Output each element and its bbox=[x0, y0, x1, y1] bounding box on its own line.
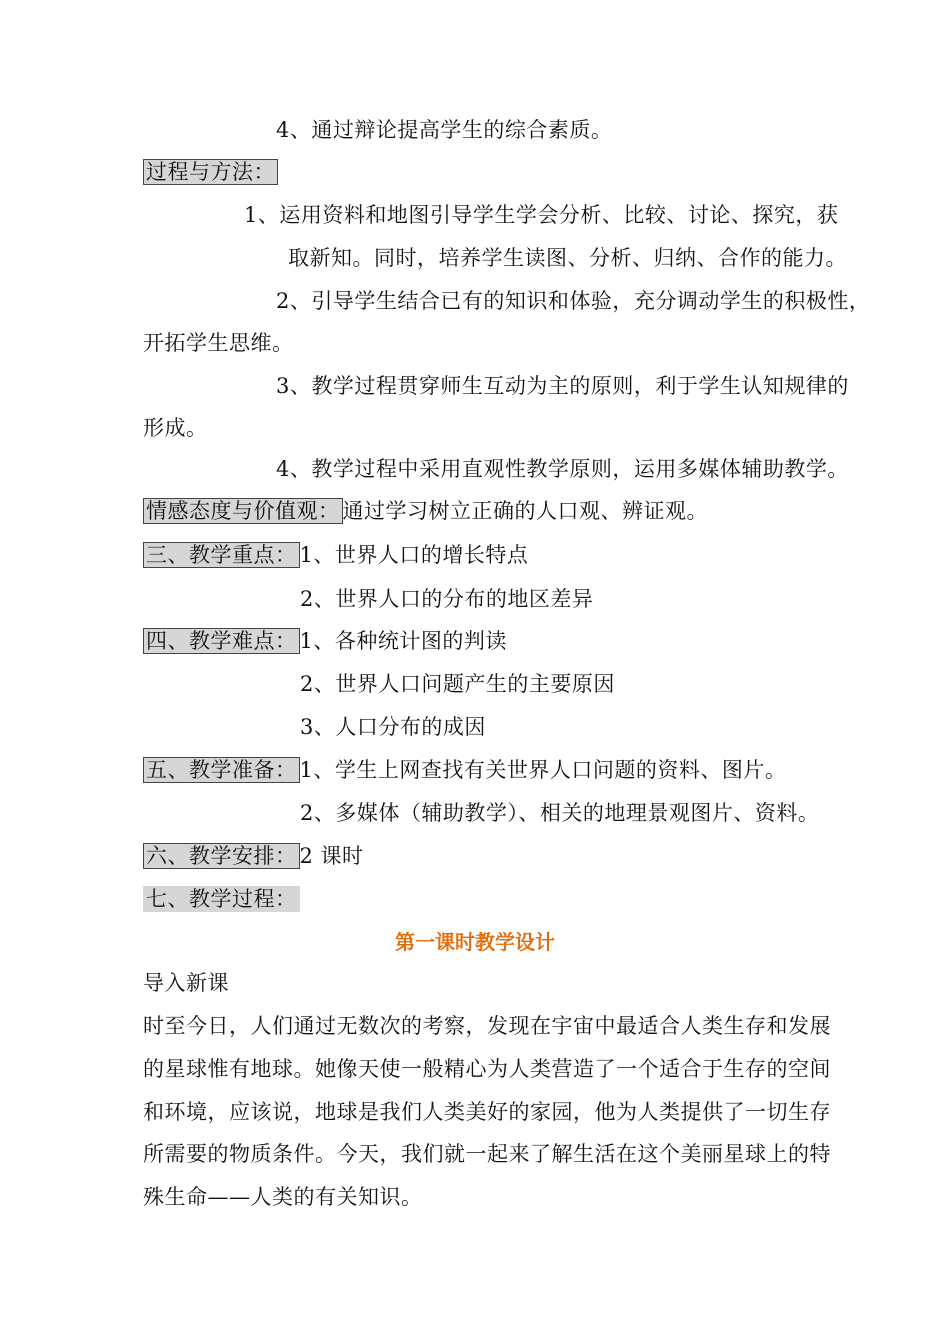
preparation-item: 2、多媒体（辅助教学）、相关的地理景观图片、资料。 bbox=[300, 801, 820, 825]
key-points-line bbox=[143, 541, 528, 569]
intro-paragraph-line: 所需要的物质条件。今天，我们就一起来了解生活在这个美丽星球上的特 bbox=[143, 1142, 831, 1166]
difficulty-item: 3、人口分布的成因 bbox=[300, 715, 486, 739]
key-point-item: 2、世界人口的分布的地区差异 bbox=[300, 587, 594, 611]
process-line bbox=[143, 885, 300, 913]
intro-paragraph-line: 殊生命——人类的有关知识。 bbox=[143, 1185, 423, 1209]
difficulties-line bbox=[143, 627, 507, 655]
emotion-line bbox=[143, 497, 708, 525]
arrangement-line bbox=[143, 842, 364, 870]
difficulty-item: 1、各种统计图的判读 bbox=[299, 629, 507, 653]
process-item-2-line-2: 开拓学生思维。 bbox=[143, 331, 294, 355]
intro-heading: 导入新课 bbox=[143, 971, 229, 995]
key-point-item: 1、世界人口的增长特点 bbox=[299, 543, 529, 567]
process-item-1-line-2: 取新知。同时，培养学生读图、分析、归纳、合作的能力。 bbox=[288, 246, 847, 270]
emotion-text: 通过学习树立正确的人口观、辨证观。 bbox=[342, 499, 708, 523]
process-item-3-line-1: 3、教学过程贯穿师生互动为主的原则，利于学生认知规律的 bbox=[276, 374, 849, 398]
arrangement-heading: 六、教学安排： bbox=[143, 843, 300, 869]
process-item-3-line-2: 形成。 bbox=[143, 416, 208, 440]
arrangement-value: 2 课时 bbox=[299, 844, 364, 868]
process-item-1-line-1: 1、运用资料和地图引导学生学会分析、比较、讨论、探究，获 bbox=[244, 203, 839, 227]
intro-paragraph-line: 时至今日，人们通过无数次的考察，发现在宇宙中最适合人类生存和发展 bbox=[143, 1014, 831, 1038]
lesson-title: 第一课时教学设计 bbox=[395, 930, 555, 954]
preparation-item: 1、学生上网查找有关世界人口问题的资料、图片。 bbox=[299, 758, 787, 782]
process-method-line bbox=[143, 158, 278, 186]
process-heading: 七、教学过程： bbox=[143, 886, 300, 912]
process-item-4: 4、教学过程中采用直观性教学原则，运用多媒体辅助教学。 bbox=[276, 457, 849, 481]
emotion-heading: 情感态度与价值观： bbox=[143, 498, 343, 524]
intro-paragraph-line: 和环境，应该说，地球是我们人类美好的家园，他为人类提供了一切生存 bbox=[143, 1100, 831, 1124]
preparation-line bbox=[143, 756, 786, 784]
preparation-heading: 五、教学准备： bbox=[143, 757, 300, 783]
process-method-heading: 过程与方法： bbox=[143, 159, 278, 185]
intro-paragraph-line: 的星球惟有地球。她像天使一般精心为人类营造了一个适合于生存的空间 bbox=[143, 1057, 831, 1081]
process-item-2-line-1: 2、引导学生结合已有的知识和体验，充分调动学生的积极性， bbox=[276, 289, 871, 313]
key-points-heading: 三、教学重点： bbox=[143, 542, 300, 568]
difficulty-item: 2、世界人口问题产生的主要原因 bbox=[300, 672, 615, 696]
difficulties-heading: 四、教学难点： bbox=[143, 628, 300, 654]
objective-item-4: 4、通过辩论提高学生的综合素质。 bbox=[276, 118, 613, 142]
